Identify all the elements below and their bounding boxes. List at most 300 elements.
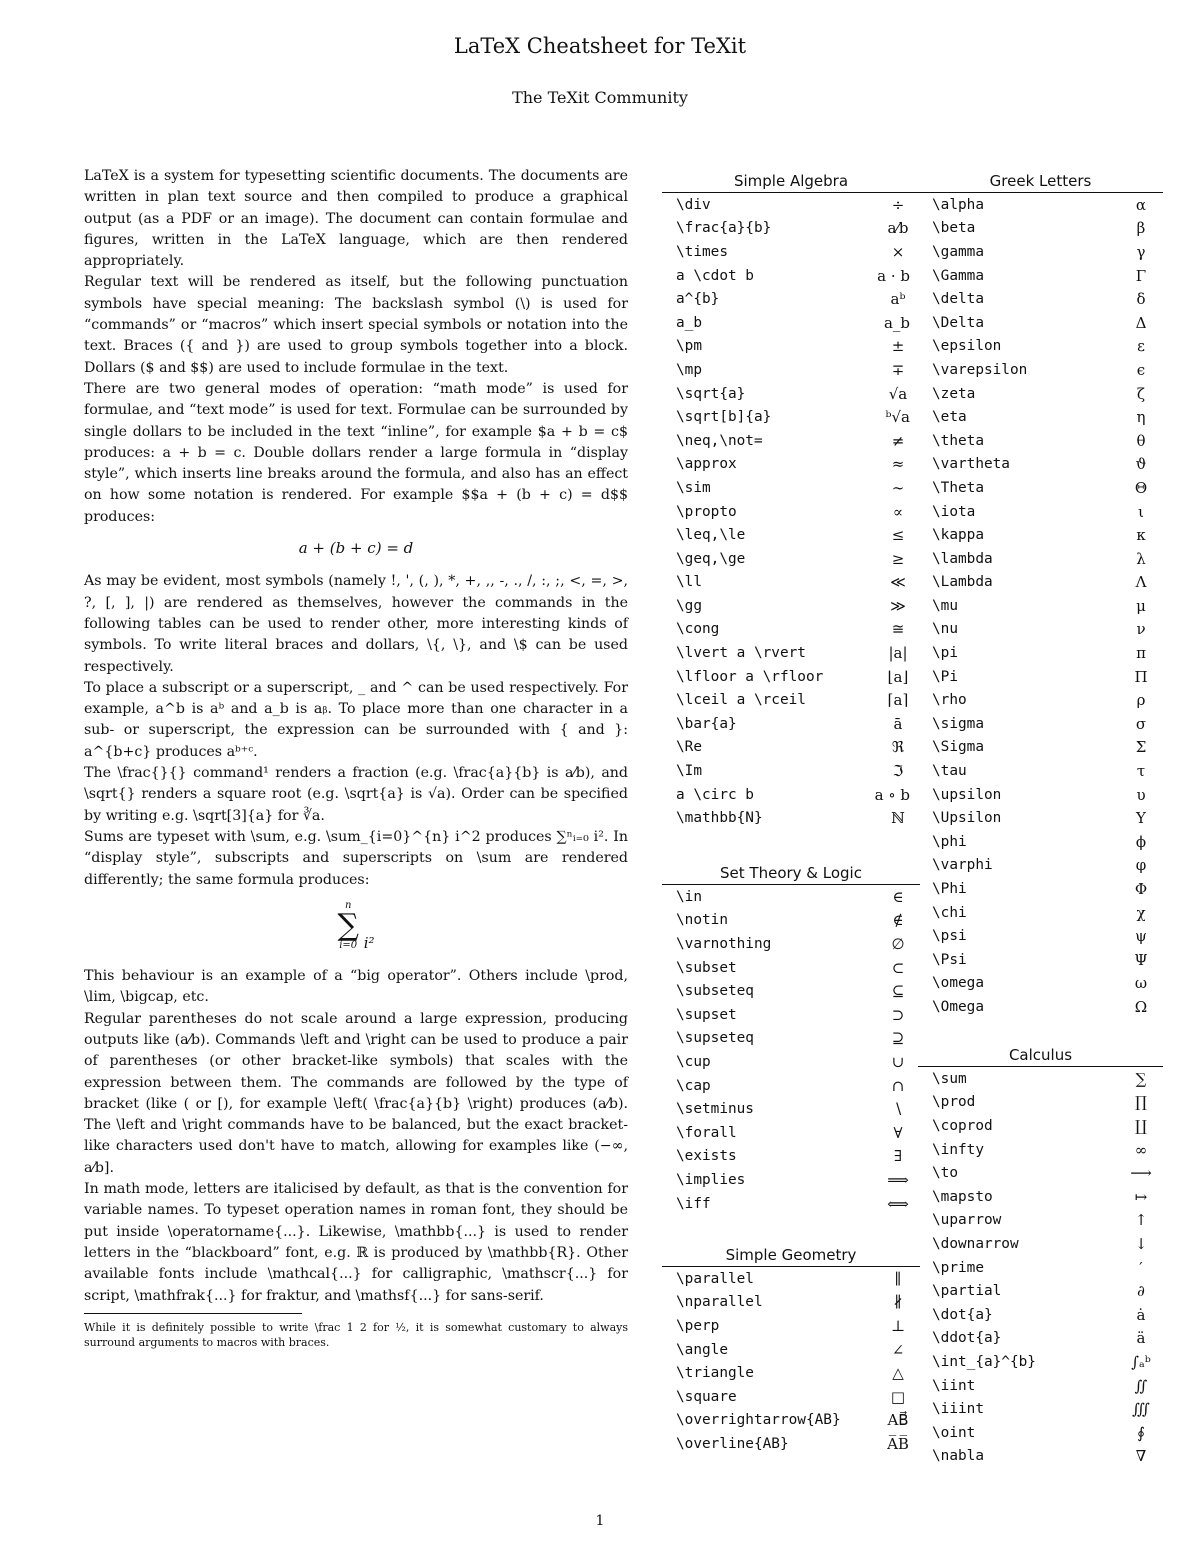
table-row (918, 924, 1163, 948)
latex-command: \leq,\le (676, 527, 746, 544)
table-row (662, 688, 920, 712)
rendered-symbol: ā (893, 714, 903, 733)
latex-command: \alpha (932, 196, 984, 213)
table-row (662, 909, 920, 933)
rendered-symbol: ≠ (891, 431, 905, 450)
table-row (918, 405, 1163, 429)
table-row (918, 476, 1163, 500)
latex-command: \to (932, 1165, 958, 1182)
table-row (918, 972, 1163, 996)
latex-command: \propto (676, 503, 737, 520)
latex-command: \varnothing (676, 935, 772, 952)
rendered-symbol: × (891, 242, 905, 261)
latex-command: \perp (676, 1317, 720, 1334)
table-heading: Greek Letters (918, 170, 1163, 193)
rendered-symbol: ± (891, 337, 905, 356)
rendered-symbol: ⊂ (891, 958, 905, 977)
table-simple-algebra (662, 170, 920, 830)
table-row (918, 901, 1163, 925)
rendered-symbol: υ (1136, 785, 1146, 804)
latex-command: \forall (676, 1124, 737, 1141)
paragraph-big-operators: This behaviour is an example of a “big operator”. Others include \prod, \lim, \bigcap, etc. (84, 968, 628, 1006)
table-row (662, 979, 920, 1003)
paragraph-parentheses: Regular parentheses do not scale around a large expression, producing outputs like (a⁄b). Commands \left and \right can be used to produce a pair of parentheses (or other bracket-like symbols) that scales with the expression between them. The commands are followed by the type of bracket (like ( or [), for example \left( \frac{a}{b} \right) produces (a⁄b). The \left and \right commands have to be balanced, but the exact bracket-like characters used don't have to match, allowing for examples like (−∞, a⁄b]. (84, 1010, 628, 1176)
table-row (662, 1168, 920, 1192)
latex-command: \geq,\ge (676, 550, 746, 567)
table-row (918, 1327, 1163, 1351)
latex-command: \lfloor a \rfloor (676, 668, 824, 685)
paragraph-intro: LaTeX is a system for typesetting scientific documents. The documents are written in plan text source and then compiled to produce a graphical output (as a PDF or an image). The document can contain formulae and figures, written in the LaTeX language, which are then rendered appropriately. (84, 168, 628, 270)
latex-command: \overrightarrow{AB} (676, 1412, 841, 1429)
rendered-symbol: ⊆ (891, 982, 905, 1001)
latex-command: \Gamma (932, 267, 984, 284)
table-row (918, 1374, 1163, 1398)
latex-command: \mathbb{N} (676, 810, 763, 827)
rendered-symbol: ∅ (891, 934, 905, 953)
rendered-symbol: A̅B̅ (887, 1434, 909, 1453)
latex-command: \varepsilon (932, 361, 1028, 378)
rendered-symbol: Γ (1135, 266, 1147, 285)
rendered-symbol: ∫ₐᵇ (1131, 1352, 1151, 1371)
latex-command: \angle (676, 1341, 728, 1358)
latex-command: \lceil a \rceil (676, 692, 806, 709)
latex-command: \mp (676, 361, 702, 378)
table-row (662, 736, 920, 760)
rendered-symbol: ϵ (1136, 360, 1146, 379)
latex-command: \neq,\not= (676, 432, 763, 449)
rendered-symbol: σ (1135, 714, 1147, 733)
paragraph-sums: Sums are typeset with \sum, e.g. \sum_{i=0}^{n} i^2 produces ∑ⁿᵢ₌₀ i². In “display style”, subscripts and superscripts on \sum are rendered differently; the same formula produces: (84, 828, 628, 888)
rendered-symbol: ι (1138, 502, 1144, 521)
latex-command: \kappa (932, 527, 984, 544)
table-row (662, 1314, 920, 1338)
rendered-symbol: Δ (1135, 313, 1147, 332)
latex-command: \bar{a} (676, 715, 737, 732)
latex-command: \mu (932, 597, 958, 614)
table-row (918, 500, 1163, 524)
table-row (662, 1145, 920, 1169)
latex-command: \nu (932, 621, 958, 638)
table-simple-geometry (662, 1244, 920, 1456)
rendered-symbol: a⁄b (887, 219, 909, 238)
table-row (918, 1350, 1163, 1374)
rendered-symbol: ∝ (892, 502, 904, 521)
latex-command: \lvert a \rvert (676, 645, 806, 662)
rendered-symbol: χ (1136, 903, 1146, 922)
rendered-symbol: Ψ (1134, 950, 1148, 969)
rendered-symbol: ℕ (891, 809, 905, 828)
rendered-symbol: ∇ (1135, 1447, 1147, 1466)
rendered-symbol: ∞ (1134, 1140, 1148, 1159)
paragraph-math-modes: There are two general modes of operation: “math mode” is used for formulae, and “text mode” is used for text. Formulae can be surrounded by single dollars to be included in the text “inline”, for example $a + b = c$ produces: a + b = c. Double dollars render a large formula in “display style”, which inserts line breaks around the formula, and also has an effect on how some notation is rendered. For example $$a + (b + c) = d$$ produces: (84, 380, 628, 525)
table-row (918, 1185, 1163, 1209)
rendered-symbol: ∂ (1137, 1282, 1145, 1301)
table-calculus (918, 1044, 1163, 1468)
footnote-rule (84, 1313, 302, 1314)
table-row (662, 382, 920, 406)
rendered-symbol: Λ (1135, 573, 1147, 592)
table-greek-letters (918, 170, 1163, 1019)
paragraph-frac-sqrt: The \frac{}{} command¹ renders a fraction (e.g. \frac{a}{b} is a⁄b), and \sqrt{} renders a square root (e.g. \sqrt{a} is √a). Order can be specified by writing e.g. \sqrt[3]{a} for ∛a. (84, 765, 628, 824)
table-row (918, 1303, 1163, 1327)
latex-command: \iff (676, 1195, 711, 1212)
rendered-symbol: ′ (1139, 1258, 1143, 1277)
latex-command: \nparallel (676, 1294, 763, 1311)
latex-command: \zeta (932, 385, 976, 402)
table-row (662, 240, 920, 264)
big-sum-operator (337, 901, 358, 951)
rendered-symbol: ∩ (891, 1076, 905, 1095)
table-row (662, 1267, 920, 1291)
table-row (662, 429, 920, 453)
rendered-symbol: √a (888, 384, 908, 403)
table-row (918, 1209, 1163, 1233)
table-row (662, 1432, 920, 1456)
table-row (918, 712, 1163, 736)
rendered-symbol: ä (1136, 1329, 1146, 1348)
table-row (918, 1138, 1163, 1162)
table-row (662, 759, 920, 783)
rendered-symbol: ≥ (891, 549, 905, 568)
latex-command: \ll (676, 574, 702, 591)
table-row (918, 1161, 1163, 1185)
latex-command: a_b (676, 314, 702, 331)
table-row (918, 547, 1163, 571)
rendered-symbol: ζ (1136, 384, 1146, 403)
table-row (918, 1397, 1163, 1421)
latex-command: \subset (676, 959, 737, 976)
latex-command: a^{b} (676, 291, 720, 308)
latex-command: \Omega (932, 998, 984, 1015)
rendered-symbol: ∦ (893, 1293, 903, 1312)
latex-command: \cong (676, 621, 720, 638)
table-row (918, 1421, 1163, 1445)
sum-symbol: ∑ (337, 907, 359, 943)
latex-command: \int_{a}^{b} (932, 1353, 1036, 1370)
rendered-symbol: ∀ (893, 1123, 903, 1142)
rendered-symbol: ȧ (1136, 1305, 1146, 1324)
table-row (662, 311, 920, 335)
latex-command: \Theta (932, 479, 984, 496)
rendered-symbol: ⟶ (1130, 1164, 1152, 1183)
table-row (662, 453, 920, 477)
latex-command: \uparrow (932, 1212, 1002, 1229)
table-row (918, 854, 1163, 878)
latex-command: \Upsilon (932, 810, 1002, 827)
latex-command: \sigma (932, 715, 984, 732)
rendered-symbol: ϕ (1135, 832, 1147, 851)
rendered-symbol: ∖ (893, 1100, 903, 1119)
latex-command: \notin (676, 912, 728, 929)
latex-command: \mapsto (932, 1188, 993, 1205)
table-row (662, 1003, 920, 1027)
latex-command: \eta (932, 409, 967, 426)
table-row (918, 806, 1163, 830)
page-number: 1 (595, 1513, 605, 1529)
table-row (918, 759, 1163, 783)
table-row (918, 311, 1163, 335)
table-row (662, 264, 920, 288)
rendered-symbol: ∼ (891, 478, 905, 497)
latex-command: \exists (676, 1148, 737, 1165)
rendered-symbol: ↓ (1134, 1234, 1148, 1253)
latex-command: \sqrt[b]{a} (676, 409, 772, 426)
rendered-symbol: ν (1136, 620, 1146, 639)
table-row (662, 1121, 920, 1145)
latex-command: \tau (932, 763, 967, 780)
table-row (662, 1027, 920, 1051)
rendered-symbol: ⊇ (891, 1029, 905, 1048)
latex-command: \nabla (932, 1448, 984, 1465)
table-row (918, 665, 1163, 689)
latex-command: \downarrow (932, 1235, 1019, 1252)
latex-command: \implies (676, 1171, 746, 1188)
latex-command: \epsilon (932, 338, 1002, 355)
latex-command: \phi (932, 833, 967, 850)
table-row (662, 1192, 920, 1216)
table-row (662, 571, 920, 595)
table-row (662, 885, 920, 909)
table-heading: Set Theory & Logic (662, 862, 920, 885)
table-row (918, 594, 1163, 618)
table-row (662, 523, 920, 547)
latex-command: \cup (676, 1053, 711, 1070)
rendered-symbol: Θ (1134, 478, 1148, 497)
table-row (662, 932, 920, 956)
rendered-symbol: Π (1134, 667, 1148, 686)
latex-command: \oint (932, 1424, 976, 1441)
body-text-column (84, 166, 628, 1350)
rendered-symbol: η (1136, 408, 1146, 427)
latex-command: \frac{a}{b} (676, 220, 772, 237)
table-row (918, 287, 1163, 311)
rendered-symbol: μ (1136, 596, 1146, 615)
paragraph-fonts: In math mode, letters are italicised by default, as that is the convention for variable names. To typeset operation names in roman font, they should be put inside \operatorname{...}. Likewise, \mathbb{...} is used to render letters in the “blackboard” font, e.g. ℝ is produced by \mathbb{R}. Other available fonts include \mathcal{...} for calligraphic, \mathscr{...} for script, \mathfrak{...} for fraktur, and \mathsf{...} for sans-serif. (84, 1181, 628, 1304)
rendered-symbol: ≤ (891, 526, 905, 545)
table-row (918, 571, 1163, 595)
latex-command: \upsilon (932, 786, 1002, 803)
table-row (662, 1409, 920, 1433)
latex-command: \in (676, 888, 702, 905)
table-heading: Simple Geometry (662, 1244, 920, 1267)
rendered-symbol: ∭ (1132, 1400, 1150, 1419)
rendered-symbol: a ∘ b (874, 785, 910, 804)
table-row (918, 830, 1163, 854)
latex-command: \gg (676, 597, 702, 614)
rendered-symbol: δ (1136, 290, 1146, 309)
rendered-symbol: θ (1136, 431, 1146, 450)
rendered-symbol: Σ (1135, 738, 1147, 757)
table-row (918, 877, 1163, 901)
table-row (918, 335, 1163, 359)
latex-command: \Phi (932, 881, 967, 898)
latex-command: \supset (676, 1006, 737, 1023)
table-row (918, 1114, 1163, 1138)
latex-command: a \cdot b (676, 267, 754, 284)
rendered-symbol: aᵇ (890, 290, 906, 309)
latex-command: \psi (932, 928, 967, 945)
table-row (918, 1091, 1163, 1115)
table-row (918, 948, 1163, 972)
table-row (662, 1385, 920, 1409)
table-row (918, 736, 1163, 760)
table-row (918, 1256, 1163, 1280)
table-row (918, 453, 1163, 477)
table-row (662, 618, 920, 642)
paragraph-special-symbols: Regular text will be rendered as itself, but the following punctuation symbols have special meaning: The backslash symbol (\) is used for “commands” or “macros” which insert special symbols or notation into the text. Braces ({ and }) are used to group symbols together into a block. Dollars ($ and $$) are used to include formulae in the text. (84, 274, 628, 376)
latex-command: \coprod (932, 1117, 993, 1134)
rendered-symbol: ⊃ (891, 1005, 905, 1024)
rendered-symbol: ∏ (1135, 1093, 1147, 1112)
table-row (918, 429, 1163, 453)
latex-command: \lambda (932, 550, 993, 567)
latex-command: \Delta (932, 314, 984, 331)
latex-command: \Pi (932, 668, 958, 685)
table-set-theory-logic (662, 862, 920, 1215)
table-row (918, 1067, 1163, 1091)
rendered-symbol: ψ (1135, 927, 1147, 946)
rendered-symbol: λ (1136, 549, 1146, 568)
table-row (662, 1338, 920, 1362)
rendered-symbol: Υ (1136, 809, 1146, 828)
rendered-symbol: γ (1136, 242, 1146, 261)
table-row (918, 382, 1163, 406)
rendered-symbol: ρ (1136, 691, 1146, 710)
rendered-symbol: ∠ (891, 1340, 905, 1359)
latex-command: \sim (676, 479, 711, 496)
latex-command: \square (676, 1388, 737, 1405)
table-row (662, 1097, 920, 1121)
latex-command: \chi (932, 904, 967, 921)
rendered-symbol: π (1136, 644, 1146, 663)
table-row (918, 217, 1163, 241)
rendered-symbol: Ω (1134, 997, 1148, 1016)
latex-command: \div (676, 196, 711, 213)
table-row (662, 476, 920, 500)
rendered-symbol: ε (1137, 337, 1145, 356)
latex-command: \iiint (932, 1401, 984, 1418)
latex-command: \supseteq (676, 1030, 754, 1047)
rendered-symbol: ∐ (1135, 1116, 1147, 1135)
rendered-symbol: ≅ (891, 620, 905, 639)
rendered-symbol: ∓ (891, 360, 905, 379)
latex-command: \prime (932, 1259, 984, 1276)
table-row (662, 1291, 920, 1315)
latex-command: \pi (932, 645, 958, 662)
rendered-symbol: ≫ (890, 596, 906, 615)
latex-command: \prod (932, 1094, 976, 1111)
latex-command: \omega (932, 975, 984, 992)
paragraph-sub-superscripts: To place a subscript or a superscript, _ and ^ can be used respectively. For example, a^b is aᵇ and a_b is aᵦ. To place more than one character in a sub- or superscript, the expression can be surrounded with { and }: a^{b+c} produces aᵇ⁺ᶜ. (84, 679, 628, 760)
footnote: While it is definitely possible to write \frac 1 2 for ½, it is somewhat customary to always surround arguments to macros with braces. (84, 1320, 628, 1349)
rendered-symbol: ⊥ (890, 1316, 906, 1335)
rendered-symbol: ϑ (1135, 455, 1147, 474)
latex-command: \overline{AB} (676, 1435, 789, 1452)
rendered-symbol: τ (1136, 762, 1146, 781)
rendered-symbol: ∬ (1134, 1376, 1148, 1395)
table-row (918, 1279, 1163, 1303)
latex-command: \delta (932, 291, 984, 308)
table-row (918, 358, 1163, 382)
table-row (662, 500, 920, 524)
rendered-symbol: ∑ (1135, 1069, 1147, 1088)
rendered-symbol: ω (1134, 974, 1148, 993)
latex-command: \rho (932, 692, 967, 709)
rendered-symbol: Φ (1134, 880, 1148, 899)
rendered-symbol: ⌊a⌋ (887, 667, 909, 686)
rendered-symbol: ⟺ (887, 1194, 909, 1213)
latex-command: \times (676, 243, 728, 260)
table-heading: Calculus (918, 1044, 1163, 1067)
latex-command: \approx (676, 456, 737, 473)
latex-command: \varphi (932, 857, 993, 874)
latex-command: \subseteq (676, 983, 754, 1000)
latex-command: \parallel (676, 1270, 754, 1287)
latex-command: \setminus (676, 1101, 754, 1118)
rendered-symbol: ᵇ√a (885, 408, 910, 427)
sum-body: i² (363, 933, 375, 952)
latex-command: \iota (932, 503, 976, 520)
table-row (662, 217, 920, 241)
rendered-symbol: △ (892, 1364, 904, 1383)
latex-command: \Sigma (932, 739, 984, 756)
table-row (918, 264, 1163, 288)
rendered-symbol: κ (1136, 526, 1146, 545)
rendered-symbol: α (1135, 195, 1147, 214)
rendered-symbol: ∉ (892, 911, 904, 930)
rendered-symbol: AB⃗ (887, 1411, 909, 1430)
table-row (918, 618, 1163, 642)
rendered-symbol: ↑ (1134, 1211, 1148, 1230)
rendered-symbol: □ (890, 1387, 906, 1406)
display-formula-2 (84, 901, 628, 954)
rendered-symbol: ∥ (894, 1269, 902, 1288)
table-row (662, 1050, 920, 1074)
rendered-symbol: ⟹ (887, 1170, 909, 1189)
latex-command: \Psi (932, 951, 967, 968)
table-row (918, 641, 1163, 665)
table-row (662, 956, 920, 980)
table-row (918, 523, 1163, 547)
document-title: LaTeX Cheatsheet for TeXit (453, 34, 747, 58)
document-author: The TeXit Community (512, 88, 688, 107)
table-row (662, 547, 920, 571)
table-row (662, 1074, 920, 1098)
latex-command: \theta (932, 432, 984, 449)
rendered-symbol: ≪ (890, 573, 906, 592)
sum-upper-limit: n (344, 899, 352, 911)
latex-command: \Lambda (932, 574, 993, 591)
rendered-symbol: φ (1135, 856, 1147, 875)
rendered-symbol: a · b (877, 266, 910, 285)
table-row (662, 335, 920, 359)
latex-command: \cap (676, 1077, 711, 1094)
latex-command: \Im (676, 763, 702, 780)
latex-command: \triangle (676, 1365, 754, 1382)
latex-command: a \circ b (676, 786, 754, 803)
rendered-symbol: ∃ (893, 1147, 903, 1166)
table-row (918, 240, 1163, 264)
latex-command: \infty (932, 1141, 984, 1158)
rendered-symbol: ∮ (1137, 1423, 1145, 1442)
table-row (662, 783, 920, 807)
table-row (918, 995, 1163, 1019)
latex-command: \beta (932, 220, 976, 237)
table-row (662, 405, 920, 429)
latex-command: \partial (932, 1283, 1002, 1300)
table-heading: Simple Algebra (662, 170, 920, 193)
table-row (662, 712, 920, 736)
